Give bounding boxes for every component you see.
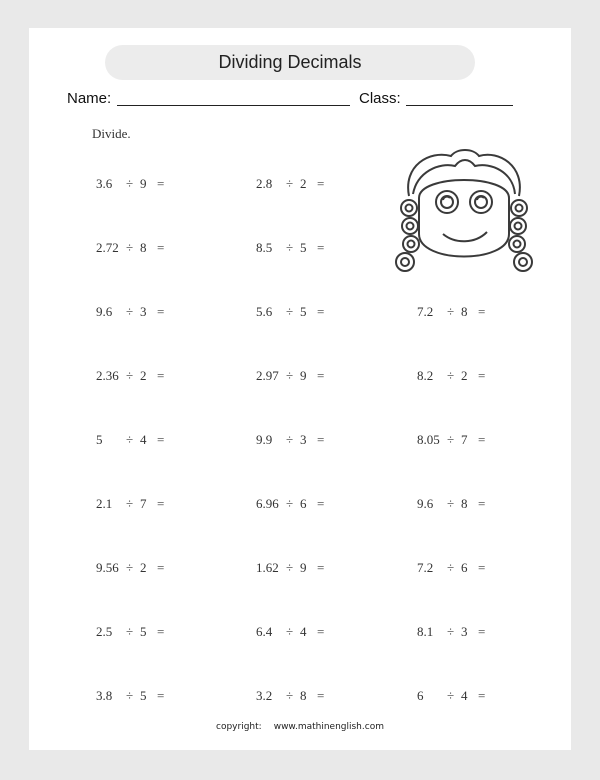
divisor: 8 — [461, 496, 468, 511]
dividend: 2.36 — [96, 368, 119, 383]
division-sign: ÷ — [447, 560, 455, 575]
equals-sign: = — [317, 496, 325, 511]
copyright-label: copyright: — [216, 722, 262, 732]
division-sign: ÷ — [286, 304, 294, 319]
division-sign: ÷ — [447, 304, 455, 319]
divisor: 5 — [140, 624, 147, 639]
dividend: 8.2 — [417, 368, 434, 383]
divisor: 8 — [140, 240, 147, 255]
divisor: 2 — [461, 368, 468, 383]
division-sign: ÷ — [286, 624, 294, 639]
division-sign: ÷ — [447, 688, 455, 703]
division-sign: ÷ — [286, 176, 294, 191]
instruction-text: Divide. — [92, 126, 131, 141]
dividend: 6.4 — [256, 624, 273, 639]
divisor: 5 — [140, 688, 147, 703]
division-sign: ÷ — [447, 624, 455, 639]
equals-sign: = — [317, 688, 325, 703]
division-sign: ÷ — [126, 624, 134, 639]
equals-sign: = — [157, 176, 165, 191]
divisor: 3 — [140, 304, 147, 319]
division-sign: ÷ — [126, 560, 134, 575]
equals-sign: = — [478, 304, 486, 319]
division-sign: ÷ — [447, 496, 455, 511]
equals-sign: = — [478, 560, 486, 575]
divisor: 9 — [140, 176, 147, 191]
class-label: Class: — [359, 90, 401, 107]
division-sign: ÷ — [286, 240, 294, 255]
divisor: 5 — [300, 304, 307, 319]
dividend: 7.2 — [417, 304, 434, 319]
equals-sign: = — [317, 624, 325, 639]
dividend: 5 — [96, 432, 103, 447]
dividend: 6.96 — [256, 496, 279, 511]
divisor: 4 — [461, 688, 468, 703]
divisor: 7 — [140, 496, 147, 511]
equals-sign: = — [478, 432, 486, 447]
name-label: Name: — [67, 90, 112, 107]
dividend: 9.6 — [417, 496, 434, 511]
equals-sign: = — [317, 240, 325, 255]
dividend: 3.2 — [256, 688, 273, 703]
equals-sign: = — [157, 368, 165, 383]
divisor: 8 — [461, 304, 468, 319]
division-sign: ÷ — [126, 368, 134, 383]
name-answer-line[interactable] — [117, 105, 350, 106]
equals-sign: = — [157, 432, 165, 447]
division-sign: ÷ — [126, 240, 134, 255]
dividend: 1.62 — [256, 560, 279, 575]
division-sign: ÷ — [447, 368, 455, 383]
divisor: 6 — [300, 496, 307, 511]
equals-sign: = — [478, 496, 486, 511]
equals-sign: = — [157, 496, 165, 511]
class-answer-line[interactable] — [406, 105, 513, 106]
equals-sign: = — [157, 304, 165, 319]
division-sign: ÷ — [126, 304, 134, 319]
divisor: 4 — [300, 624, 307, 639]
equals-sign: = — [478, 368, 486, 383]
dividend: 9.9 — [256, 432, 273, 447]
worksheet-title-text: Dividing Decimals — [218, 52, 362, 72]
worksheet-page — [29, 28, 571, 750]
dividend: 2.5 — [96, 624, 113, 639]
equals-sign: = — [317, 560, 325, 575]
divisor: 2 — [140, 560, 147, 575]
dividend: 3.6 — [96, 176, 113, 191]
division-sign: ÷ — [126, 496, 134, 511]
division-sign: ÷ — [286, 560, 294, 575]
division-sign: ÷ — [286, 688, 294, 703]
equals-sign: = — [157, 624, 165, 639]
divisor: 9 — [300, 368, 307, 383]
division-sign: ÷ — [126, 432, 134, 447]
dividend: 6 — [417, 688, 424, 703]
divisor: 5 — [300, 240, 307, 255]
divisor: 3 — [461, 624, 468, 639]
division-sign: ÷ — [286, 496, 294, 511]
equals-sign: = — [317, 432, 325, 447]
dividend: 9.56 — [96, 560, 119, 575]
dividend: 7.2 — [417, 560, 434, 575]
divisor: 3 — [300, 432, 307, 447]
divisor: 2 — [140, 368, 147, 383]
copyright-footer — [29, 722, 571, 732]
divisor: 6 — [461, 560, 468, 575]
equals-sign: = — [317, 368, 325, 383]
divisor: 9 — [300, 560, 307, 575]
dividend: 8.1 — [417, 624, 434, 639]
equals-sign: = — [478, 624, 486, 639]
equals-sign: = — [478, 688, 486, 703]
equals-sign: = — [317, 176, 325, 191]
division-sign: ÷ — [447, 432, 455, 447]
divisor: 2 — [300, 176, 307, 191]
division-sign: ÷ — [286, 432, 294, 447]
dividend: 2.1 — [96, 496, 113, 511]
smiling-face-with-curly-hair-icon — [389, 146, 539, 276]
equals-sign: = — [157, 688, 165, 703]
dividend: 2.97 — [256, 368, 279, 383]
division-sign: ÷ — [126, 176, 134, 191]
worksheet-title — [105, 45, 475, 80]
copyright-website: www.mathinenglish.com — [273, 722, 384, 732]
divisor: 8 — [300, 688, 307, 703]
equals-sign: = — [157, 240, 165, 255]
dividend: 8.05 — [417, 432, 440, 447]
equals-sign: = — [157, 560, 165, 575]
dividend: 2.72 — [96, 240, 119, 255]
divisor: 4 — [140, 432, 147, 447]
equals-sign: = — [317, 304, 325, 319]
dividend: 8.5 — [256, 240, 273, 255]
dividend: 9.6 — [96, 304, 113, 319]
division-sign: ÷ — [126, 688, 134, 703]
dividend: 5.6 — [256, 304, 273, 319]
division-sign: ÷ — [286, 368, 294, 383]
dividend: 2.8 — [256, 176, 273, 191]
divisor: 7 — [461, 432, 468, 447]
dividend: 3.8 — [96, 688, 113, 703]
